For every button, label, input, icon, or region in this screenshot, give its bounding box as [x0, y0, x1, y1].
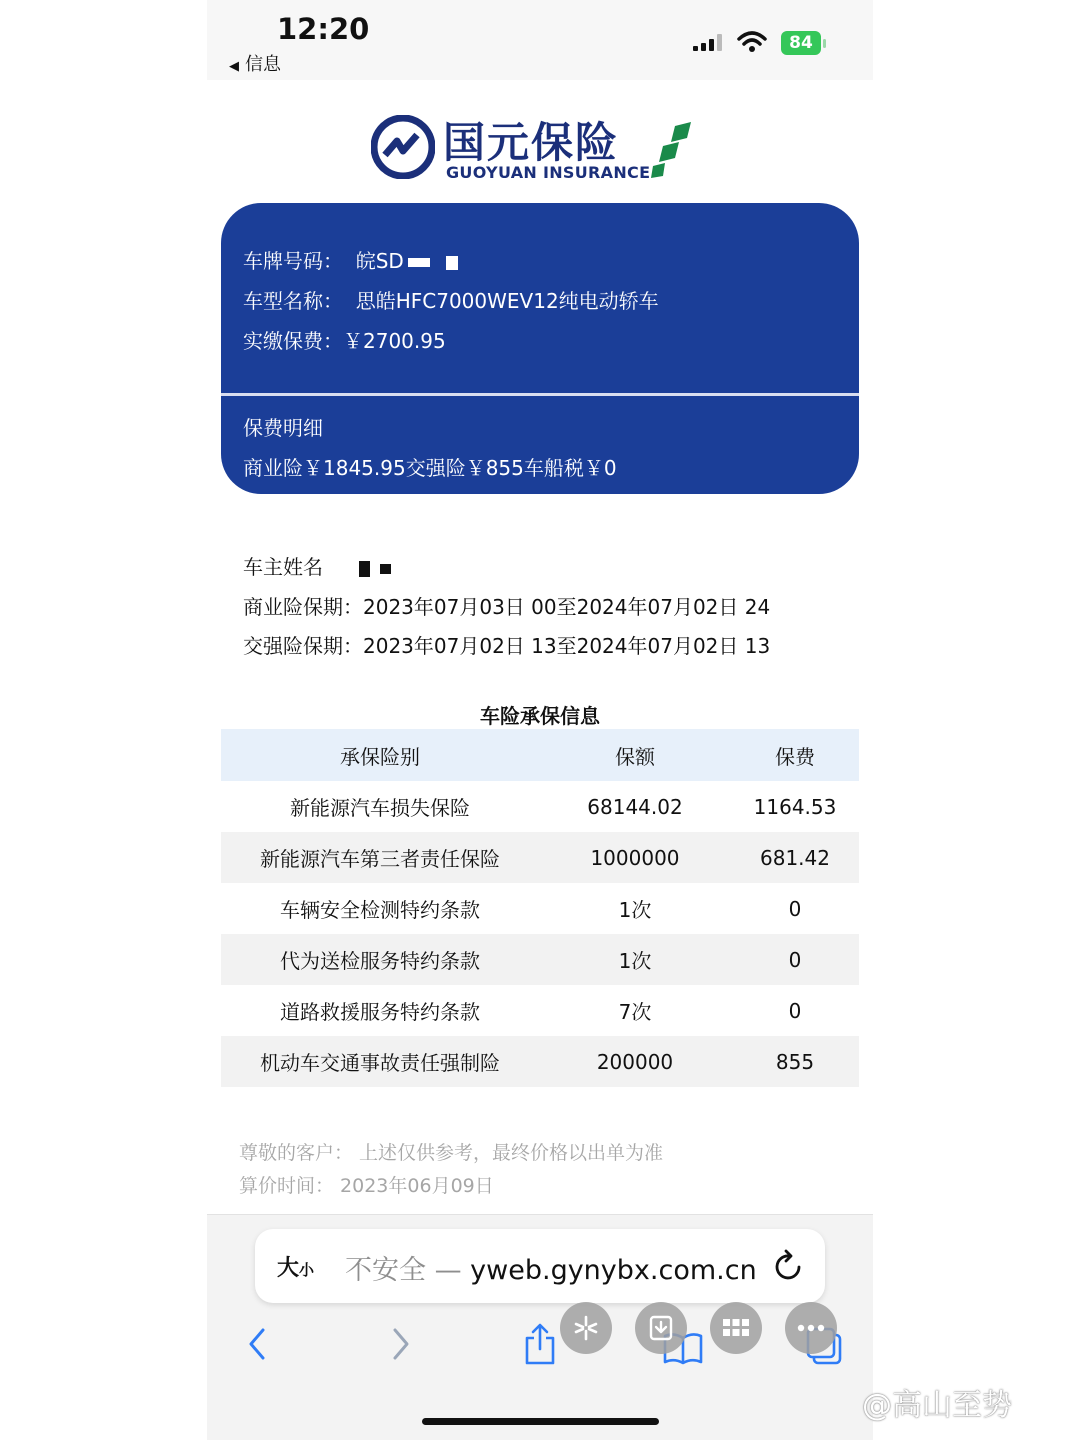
coverage-name: 车辆安全检测特约条款: [280, 898, 480, 922]
more-dots-icon: [797, 1324, 825, 1332]
table-row: [221, 832, 859, 883]
coverage-premium: 681.42: [760, 845, 830, 870]
coverage-name: 代为送检服务特约条款: [280, 949, 480, 973]
redaction-mask: [380, 564, 391, 574]
plate-label: 车牌号码：: [243, 249, 343, 273]
coverage-amount: 7次: [618, 1000, 652, 1024]
compulsory-period-value: 2023年07月02日 13至2024年07月02日 13: [363, 634, 771, 658]
share-icon[interactable]: [523, 1322, 557, 1366]
back-arrow-icon: ◀: [229, 59, 239, 74]
premium-row: [243, 325, 446, 354]
table-row: [221, 1036, 859, 1087]
coverage-amount: 1次: [618, 949, 652, 973]
coverage-premium: 0: [788, 998, 802, 1023]
coverage-name: 新能源汽车损失保险: [290, 796, 470, 820]
url-value: yweb.gynybx.com.cn: [470, 1255, 757, 1286]
table-header-row: [221, 729, 859, 781]
premium-label: 实缴保费：: [243, 329, 343, 353]
coverage-premium: 855: [775, 1049, 815, 1074]
commercial-period-row: [243, 591, 770, 620]
url-display[interactable]: [345, 1248, 757, 1287]
battery-nub: [823, 39, 826, 48]
table-row: [221, 781, 859, 832]
coverage-name: 新能源汽车第三者责任保险: [260, 847, 500, 871]
compulsory-period-label: 交强险保期：: [243, 634, 363, 658]
status-time: 12:20: [277, 12, 370, 46]
redaction-mask: [446, 256, 458, 270]
watermark-text: @高山至势: [862, 1388, 1012, 1423]
plate-value: 皖SD: [355, 249, 404, 273]
commercial-period-label: 商业险保期：: [243, 595, 363, 619]
cellular-signal-icon: [693, 32, 729, 54]
coverage-premium: 0: [788, 947, 802, 972]
model-value: 思皓HFC7000WEV12纯电动轿车: [355, 289, 659, 313]
coverage-premium: 0: [788, 896, 802, 921]
download-button[interactable]: [635, 1302, 687, 1354]
coverage-table: [221, 729, 859, 1087]
home-indicator: [422, 1418, 659, 1425]
address-bar[interactable]: [255, 1229, 825, 1303]
owner-name-label: 车主姓名: [243, 555, 323, 579]
wifi-icon: [737, 30, 767, 54]
premium-value: ￥2700.95: [343, 329, 446, 353]
status-bar: [207, 0, 873, 80]
fee-detail-title: 保费明细: [243, 416, 323, 440]
coverage-amount: 200000: [596, 1049, 674, 1074]
text-size-button[interactable]: [277, 1251, 314, 1282]
sparkle-icon: [573, 1315, 599, 1341]
forward-nav-icon[interactable]: [389, 1326, 413, 1362]
logo-english-name: GUOYUAN INSURANCE: [446, 163, 651, 182]
back-nav-icon[interactable]: [245, 1326, 269, 1362]
coverage-table-title: 车险承保信息: [480, 704, 600, 728]
redaction-mask: [359, 561, 370, 577]
battery-icon: 84: [781, 31, 821, 55]
fee-detail-text: 商业险￥1845.95交强险￥855车船税￥0: [243, 456, 617, 480]
coverage-name: 机动车交通事故责任强制险: [260, 1051, 500, 1075]
logo-leaf-icon: [651, 120, 711, 180]
logo-chinese-name: 国元保险: [443, 118, 620, 167]
model-label: 车型名称：: [243, 289, 343, 313]
not-secure-label: 不安全 —: [345, 1255, 471, 1286]
coverage-amount: 1次: [618, 898, 652, 922]
commercial-period-value: 2023年07月03日 00至2024年07月02日 24: [363, 595, 771, 619]
text-size-small-label: 小: [299, 1261, 315, 1279]
table-row: [221, 985, 859, 1036]
compulsory-period-row: [243, 630, 770, 659]
policy-summary-card: [221, 203, 859, 494]
reload-icon[interactable]: [773, 1249, 805, 1283]
pricing-time-note: 算价时间： 2023年06月09日: [239, 1175, 494, 1197]
owner-name-row: [243, 551, 391, 580]
coverage-amount: 1000000: [590, 845, 680, 870]
disclaimer-note: 尊敬的客户： 上述仅供参考，最终价格以出单为准: [239, 1142, 664, 1164]
grid-menu-button[interactable]: [710, 1302, 762, 1354]
phone-screen: [207, 0, 873, 1440]
more-options-button[interactable]: [785, 1302, 837, 1354]
coverage-premium: 1164.53: [753, 794, 837, 819]
grid-icon: [722, 1318, 750, 1338]
header-amount: 保额: [615, 744, 655, 769]
back-label: 信息: [245, 54, 281, 75]
back-to-messages-link[interactable]: [229, 50, 281, 76]
coverage-amount: 68144.02: [587, 794, 683, 819]
text-size-large-label: 大: [277, 1256, 300, 1281]
download-icon: [648, 1314, 674, 1342]
assistive-button-1[interactable]: [560, 1302, 612, 1354]
coverage-name: 道路救援服务特约条款: [280, 1000, 480, 1024]
card-divider: [221, 393, 859, 396]
plate-row: [243, 245, 458, 274]
model-row: [243, 285, 659, 314]
header-premium: 保费: [775, 744, 815, 769]
table-row: [221, 934, 859, 985]
logo-emblem-icon: [371, 115, 435, 179]
redaction-mask: [408, 258, 430, 267]
guoyuan-logo: [371, 110, 711, 190]
table-row: [221, 883, 859, 934]
header-coverage-type: 承保险别: [340, 744, 420, 769]
